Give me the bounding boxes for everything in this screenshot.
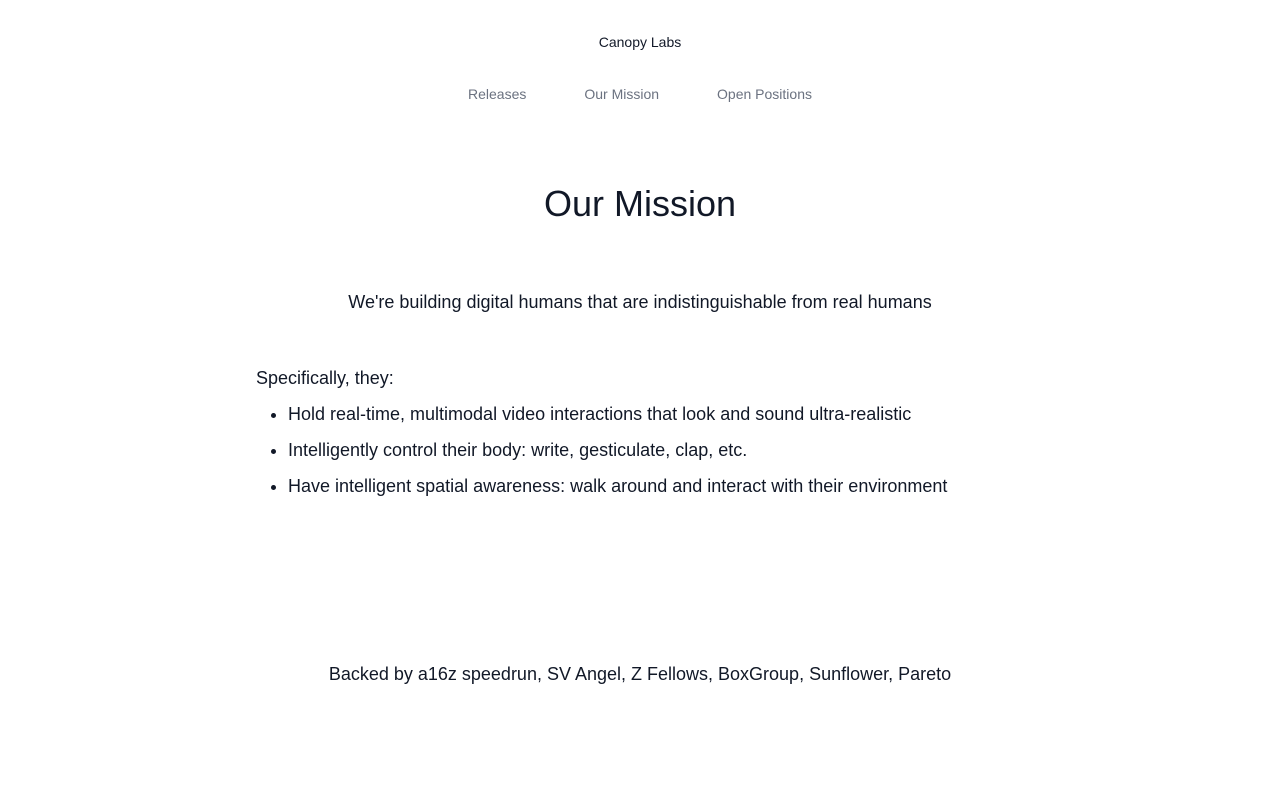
nav-link-releases[interactable]: Releases xyxy=(467,86,527,102)
mission-tagline: We're building digital humans that are indistinguishable from real humans xyxy=(348,292,932,312)
main-nav xyxy=(0,85,1280,103)
specifics-item: • Have intelligent spatial awareness: walk around and interact with their environment xyxy=(288,474,1016,498)
nav-link-open-positions[interactable]: Open Positions xyxy=(717,86,812,102)
page-title: Our Mission xyxy=(543,183,737,224)
specifics-section xyxy=(256,366,1016,510)
specifics-list xyxy=(256,402,1016,498)
brand-link[interactable]: Canopy Labs xyxy=(598,34,682,50)
specifics-intro: Specifically, they: xyxy=(256,368,394,388)
nav-link-our-mission[interactable]: Our Mission xyxy=(584,86,660,102)
specifics-item: • Intelligently control their body: write, gesticulate, clap, etc. xyxy=(288,438,1016,462)
specifics-item: • Hold real-time, multimodal video interactions that look and sound ultra-realistic xyxy=(288,402,1016,426)
backers-text: Backed by a16z speedrun, SV Angel, Z Fellows, BoxGroup, Sunflower, Pareto xyxy=(328,664,952,684)
